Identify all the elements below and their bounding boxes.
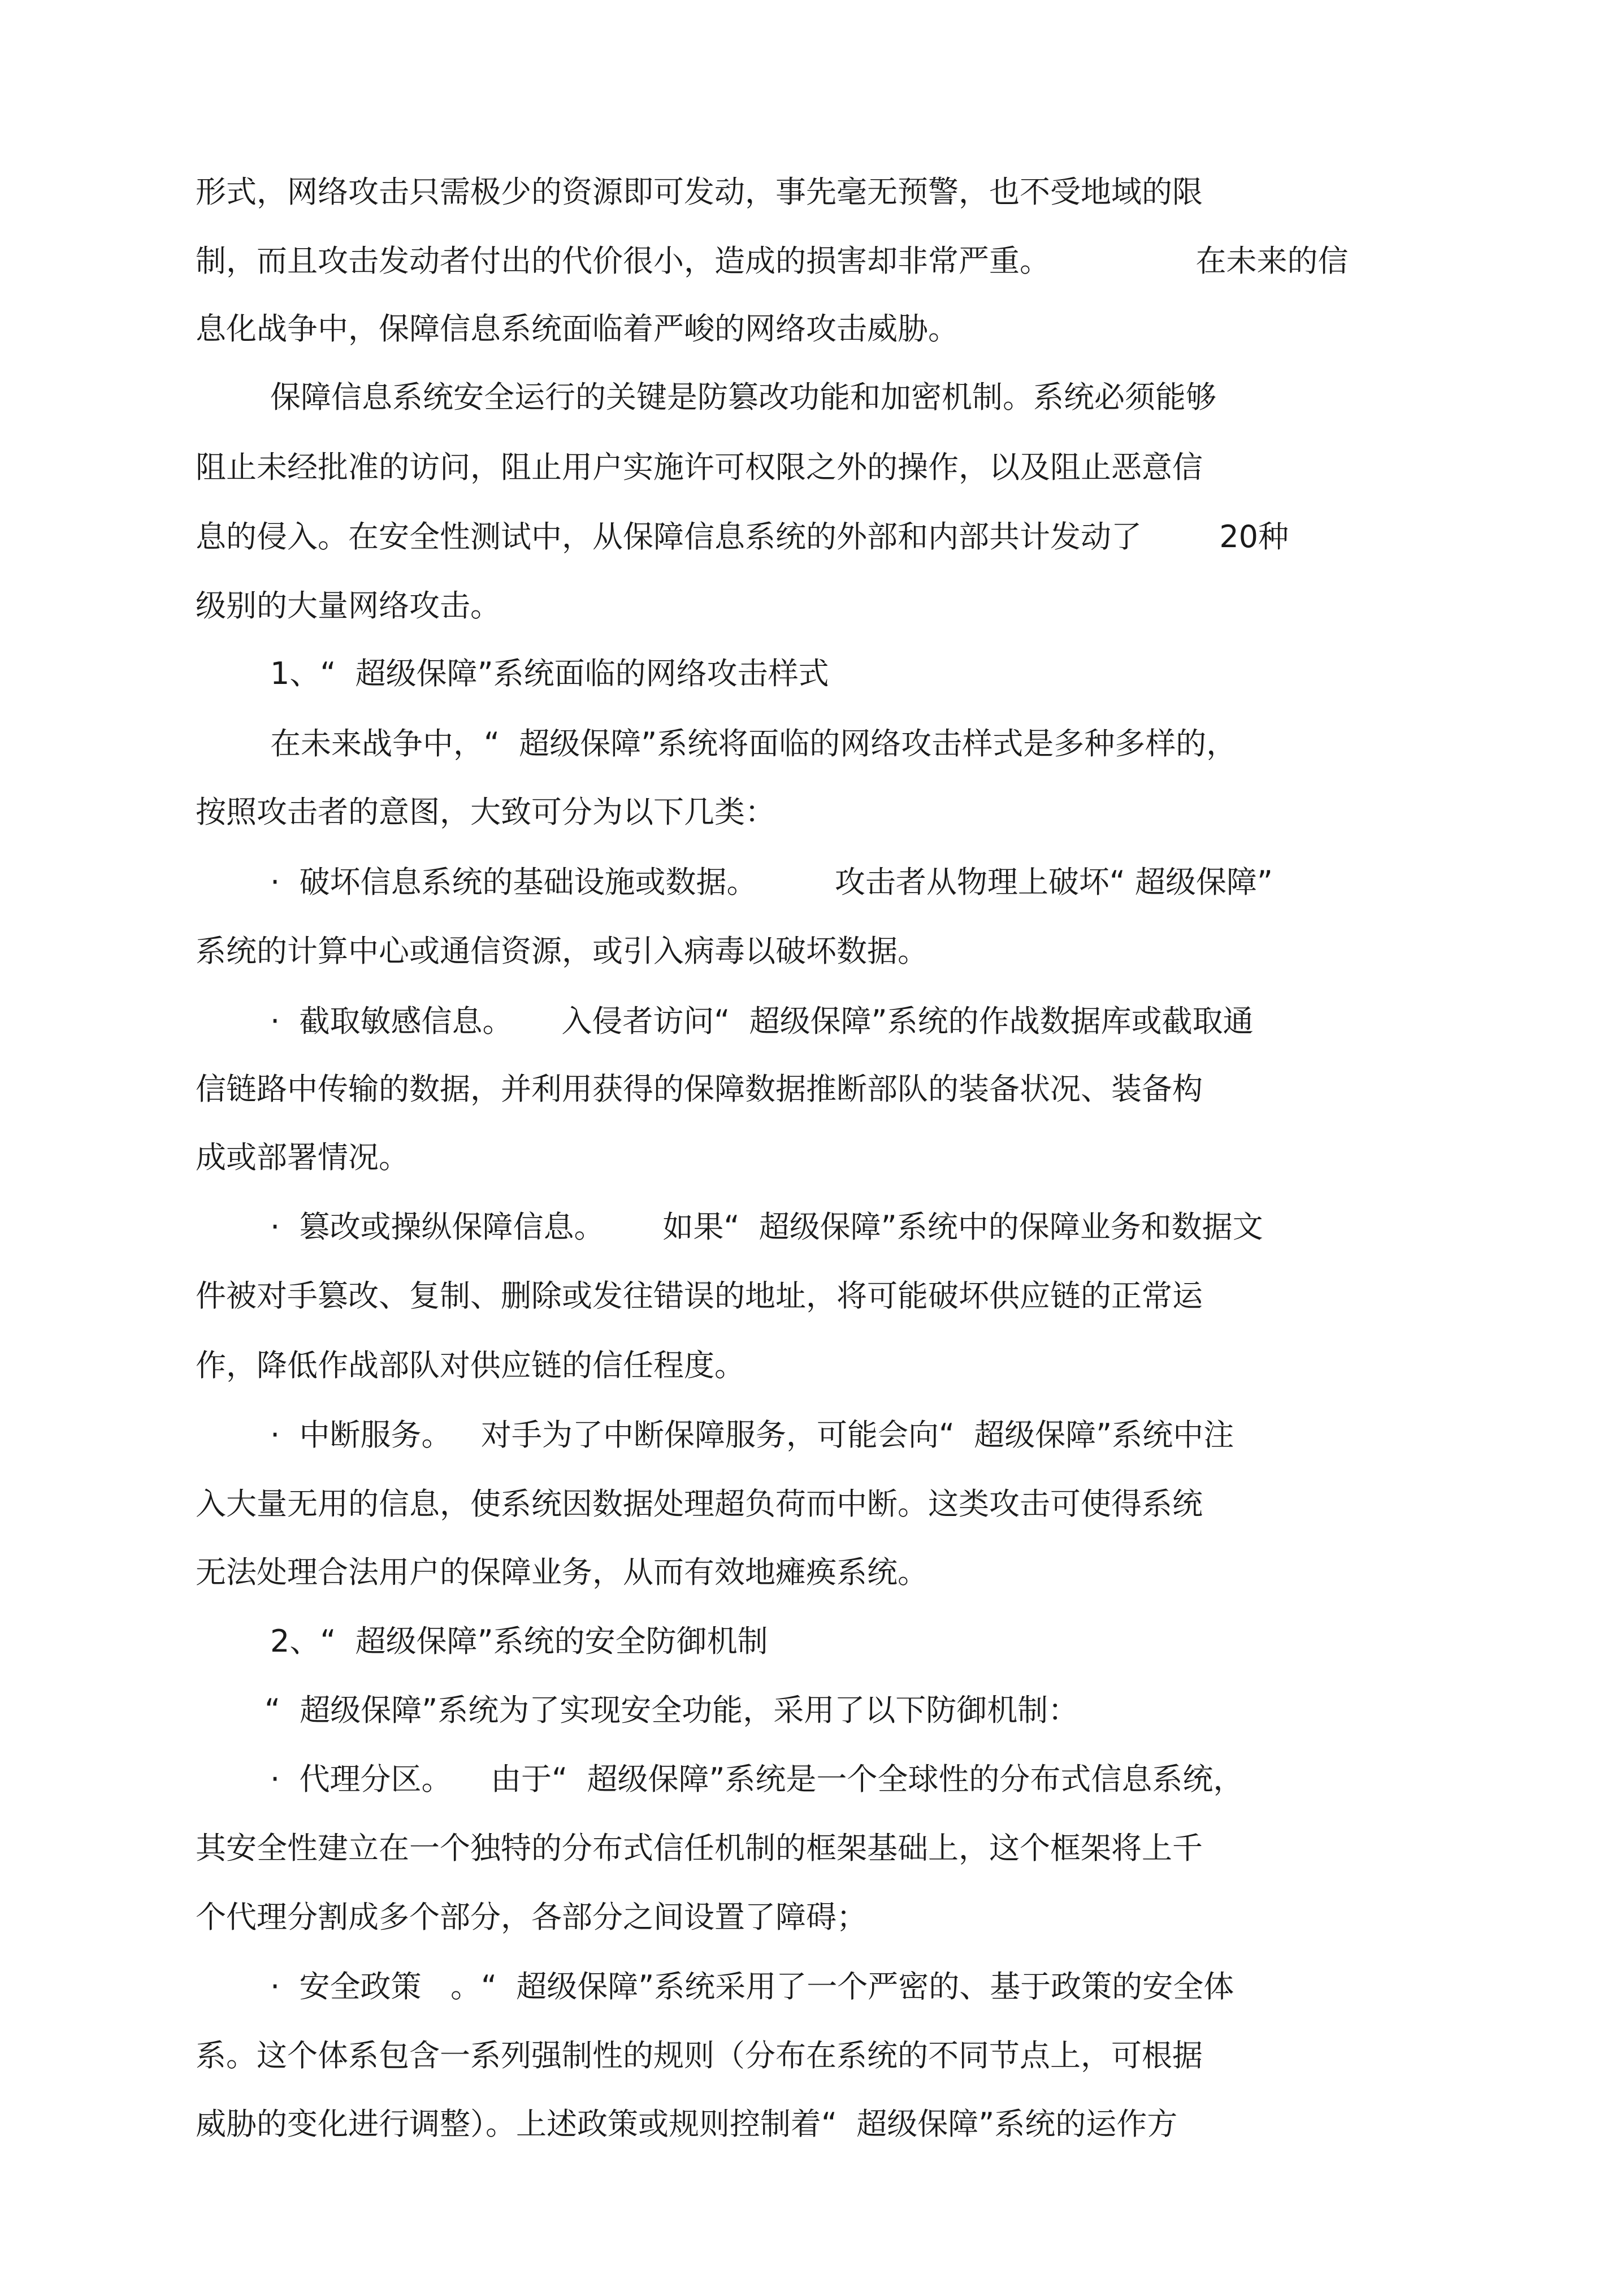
body-line: 无法处理合法用户的保障业务，从而有效地瘫痪系统。: [196, 1554, 928, 1590]
body-line: 个代理分割成多个部分，各部分之间设置了障碍；: [196, 1899, 867, 1935]
body-line: 息化战争中，保障信息系统面临着严峻的网络攻击威胁。: [196, 311, 959, 346]
bullet-line: · 篡改或操纵保障信息。 如果“ 超级保障”系统中的保障业务和数据文: [270, 1209, 1263, 1245]
body-line: 信链路中传输的数据，并利用获得的保障数据推断部队的装备状况、装备构: [196, 1071, 1203, 1107]
body-line: 形式，网络攻击只需极少的资源即可发动，事先毫无预警，也不受地域的限: [196, 174, 1203, 210]
bullet-line: · 截取敏感信息。 入侵者访问“ 超级保障”系统的作战数据库或截取通: [270, 1003, 1254, 1039]
body-line: 其安全性建立在一个独特的分布式信任机制的框架基础上，这个框架将上千: [196, 1830, 1203, 1866]
body-line: 件被对手篡改、复制、删除或发往错误的地址，将可能破坏供应链的正常运: [196, 1278, 1203, 1314]
body-line: 入大量无用的信息，使系统因数据处理超负荷而中断。这类攻击可使得系统: [196, 1486, 1203, 1522]
body-line: 按照攻击者的意图，大致可分为以下几类：: [196, 794, 775, 830]
body-line: 威胁的变化进行调整）。上述政策或规则控制着“ 超级保障”系统的运作方: [196, 2106, 1178, 2142]
bullet-line: · 代理分区。 由于“ 超级保障”系统是一个全球性的分布式信息系统，: [270, 1761, 1244, 1797]
body-line: “ 超级保障”系统为了实现安全功能，采用了以下防御机制：: [265, 1692, 1079, 1728]
body-line: 息的侵入。在安全性测试中，从保障信息系统的外部和内部共计发动了 20种: [196, 519, 1289, 554]
body-line: 系统的计算中心或通信资源，或引入病毒以破坏数据。: [196, 933, 928, 969]
body-line: 阻止未经批准的访问，阻止用户实施许可权限之外的操作，以及阻止恶意信: [196, 449, 1203, 485]
bullet-line: · 中断服务。 对手为了中断保障服务，可能会向“ 超级保障”系统中注: [270, 1417, 1234, 1453]
body-line: 在未来战争中，“ 超级保障”系统将面临的网络攻击样式是多种多样的，: [270, 726, 1237, 761]
section-heading: 2、“ 超级保障”系统的安全防御机制: [270, 1623, 768, 1659]
bullet-line: · 安全政策 。“ 超级保障”系统采用了一个严密的、基于政策的安全体: [270, 1969, 1234, 2004]
body-line: 级别的大量网络攻击。: [196, 588, 501, 623]
bullet-line: · 破坏信息系统的基础设施或数据。 攻击者从物理上破坏“ 超级保障”: [270, 864, 1273, 900]
body-line: 保障信息系统安全运行的关键是防篡改功能和加密机制。系统必须能够: [270, 379, 1216, 415]
section-heading: 1、“ 超级保障”系统面临的网络攻击样式: [270, 656, 829, 691]
body-line: 作，降低作战部队对供应链的信任程度。: [196, 1348, 745, 1383]
body-line: 成或部署情况。: [196, 1140, 409, 1175]
body-line: 系。这个体系包含一系列强制性的规则（分布在系统的不同节点上，可根据: [196, 2038, 1203, 2073]
body-line: 制，而且攻击发动者付出的代价很小，造成的损害却非常严重。 在未来的信: [196, 243, 1349, 279]
